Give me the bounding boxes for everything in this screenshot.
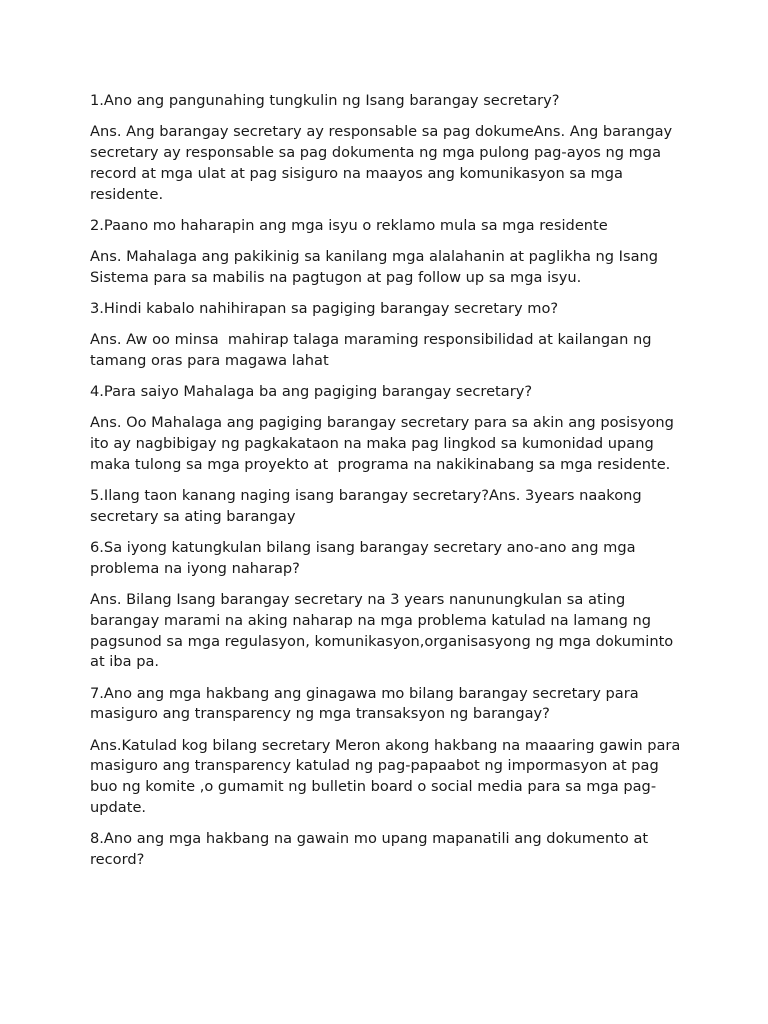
answer-7: Ans.Katulad kog bilang secretary Meron akong hakbang na maaaring gawin para masiguro ang transparency katulad ng pag-papaabot ng impormasyon at pag buo ng komite ,o gumamit ng bulletin board o social media para sa mga pag-update. xyxy=(90,736,686,816)
question-2: 2.Paano mo haharapin ang mga isyu o reklamo mula sa mga residente xyxy=(90,216,608,234)
question-7: 7.Ano ang mga hakbang ang ginagawa mo bilang barangay secretary para masiguro ang transparency ng mga transaksyon ng barangay? xyxy=(90,684,644,723)
question-8: 8.Ano ang mga hakbang na gawain mo upang mapanatili ang dokumento at record? xyxy=(90,830,653,868)
question-6: 6.Sa iyong katungkulan bilang isang barangay secretary ano-ano ang mga problema na iyong naharap? xyxy=(90,539,641,577)
question-1: 1.Ano ang pangunahing tungkulin ng Isang barangay secretary? xyxy=(90,92,560,109)
answer-1: Ans. Ang barangay secretary ay responsable sa pag dokumeAns. Ang barangay secretary ay responsable sa pag dokumenta ng mga pulong pag-ayos ng mga record at mga ulat at pag sisiguro na maayos ang komunikasyon sa mga residente. xyxy=(90,123,677,203)
answer-2: Ans. Mahalaga ang pakikinig sa kanilang mga alalahanin at paglikha ng Isang Sistema para sa mabilis na pagtugon at pag follow up sa mga isyu. xyxy=(90,247,663,286)
question-answer-5: 5.Ilang taon kanang naging isang barangay secretary?Ans. 3years naakong secretary sa ating barangay xyxy=(90,487,647,525)
document-page xyxy=(90,91,690,881)
answer-4: Ans. Oo Mahalaga ang pagiging barangay secretary para sa akin ang posisyong ito ay nagbibigay ng pagkakataon na maka pag lingkod sa kumonidad upang maka tulong sa mga proyekto at programa na nakikinabang sa mga residente. xyxy=(90,414,679,473)
answer-3: Ans. Aw oo minsa mahirap talaga maraming responsibilidad at kailangan ng tamang oras para magawa lahat xyxy=(90,331,657,369)
question-4: 4.Para saiyo Mahalaga ba ang pagiging barangay secretary? xyxy=(90,383,533,401)
answer-6: Ans. Bilang Isang barangay secretary na 3 years nanunungkulan sa ating barangay marami na aking naharap na mga problema katulad na lamang ng pagsunod sa mga regulasyon, komunikasyon,organisasyong ng mga dokuminto at iba pa. xyxy=(90,591,678,671)
question-3: 3.Hindi kabalo nahihirapan sa pagiging barangay secretary mo? xyxy=(90,299,559,317)
